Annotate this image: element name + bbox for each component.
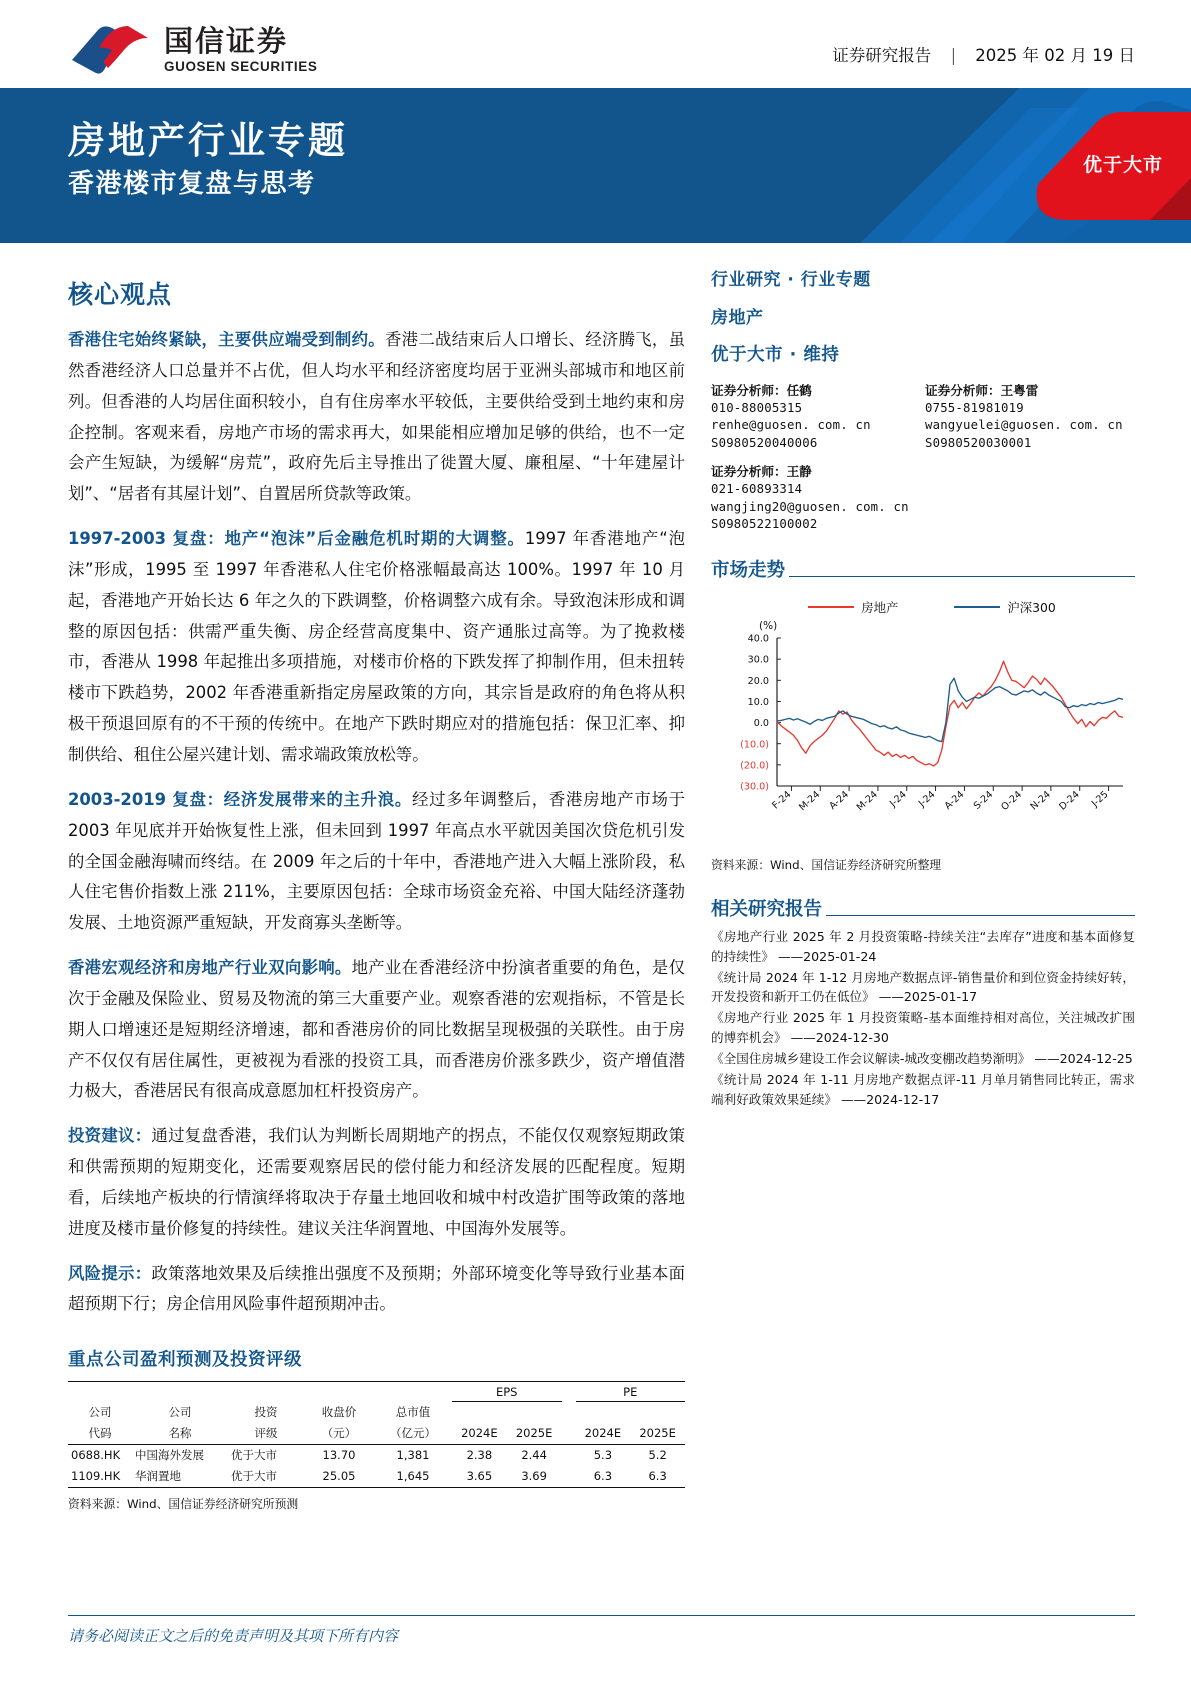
svg-text:J-25: J-25 bbox=[1089, 788, 1111, 810]
market-trend-title: 市场走势 bbox=[711, 559, 786, 581]
cell-code: 0688.HK bbox=[71, 1448, 121, 1463]
report-subtitle: 香港楼市复盘与思考 bbox=[68, 169, 316, 199]
paragraph-body: 地产业在香港经济中扮演者重要的角色，是仅次于金融及保险业、贸易及物流的第三大重要产业。观察香港的宏观指标，不管是长期人口增速还是短期经济增速，都和香港房价的同比数据呈现极强的关联性。由于房产不仅仅有居住属性，更被视为看涨的投资工具，而香港房价涨多跌少，资产增值潜力极大，香港居民有很高成意愿加杠杆投资房产。 bbox=[68, 958, 686, 1101]
paragraph-body: 政策落地效果及后续推出强度不及预期；外部环境变化等导致行业基本面超预期下行；房企信用风险事件超预期冲击。 bbox=[68, 1263, 686, 1314]
svg-text:O-24: O-24 bbox=[999, 788, 1025, 813]
chart-source: 资料来源：Wind、国信证券经济研究所整理 bbox=[711, 857, 942, 872]
legend-label: 房地产 bbox=[861, 599, 899, 615]
analyst-list bbox=[711, 380, 1135, 452]
col-header-price-1: 收盘价 bbox=[321, 1405, 357, 1420]
brand-logo bbox=[68, 20, 317, 76]
chart-legend bbox=[711, 598, 1135, 616]
paragraph-lead: 香港住宅始终紧缺，主要供应端受到制约。 bbox=[68, 330, 385, 349]
svg-text:10.0: 10.0 bbox=[747, 696, 769, 708]
analyst-phone: 010-88005315 bbox=[711, 401, 803, 415]
analyst-license: S0980520030001 bbox=[925, 435, 1032, 450]
footer-disclaimer: 请务必阅读正文之后的免责声明及其项下所有内容 bbox=[68, 1627, 399, 1645]
svg-text:A-24: A-24 bbox=[827, 788, 852, 812]
sidebar-rating-line: 优于大市 · 维持 bbox=[711, 345, 840, 365]
col-header-price-2: （元） bbox=[321, 1426, 357, 1441]
cell-eps-2024e: 3.65 bbox=[466, 1469, 493, 1484]
chart-y-axis-unit: (%) bbox=[759, 619, 778, 632]
table-source: 资料来源：Wind、国信证券经济研究所预测 bbox=[68, 1496, 299, 1511]
cell-price: 13.70 bbox=[322, 1448, 356, 1463]
legend-label: 沪深300 bbox=[1007, 599, 1056, 615]
cell-name: 华润置地 bbox=[135, 1469, 181, 1484]
related-report-item[interactable]: 《全国住房城乡建设工作会议解读-城改变棚改趋势渐明》 ——2024-12-25 bbox=[711, 1051, 1133, 1067]
col-header-rating-2: 评级 bbox=[254, 1426, 278, 1441]
svg-text:(10.0): (10.0) bbox=[740, 739, 769, 751]
cell-eps-2025e: 3.69 bbox=[521, 1469, 547, 1484]
legend-swatch-real-estate bbox=[808, 606, 854, 608]
analyst-email[interactable]: wangyuelei@guosen. com. cn bbox=[925, 418, 1123, 433]
logo-chinese-name: 国信证券 bbox=[164, 23, 289, 58]
related-report-item[interactable]: 《统计局 2024 年 1-12 月房地产数据点评-销售量价和到位资金持续好转，开发投资和新开工仍在低位》 ——2025-01-17 bbox=[711, 969, 1135, 1005]
paragraph bbox=[68, 524, 685, 771]
core-view-heading: 核心观点 bbox=[68, 280, 173, 309]
sub-header-pe-2024e: 2024E bbox=[584, 1426, 622, 1441]
earnings-forecast-table bbox=[68, 1381, 685, 1488]
cell-pe-2025e: 6.3 bbox=[648, 1469, 667, 1484]
legend-swatch-csi300 bbox=[954, 606, 1000, 608]
analyst-card bbox=[711, 380, 911, 452]
analyst-name: 证券分析师：王粤雷 bbox=[925, 383, 1039, 398]
paragraph bbox=[68, 785, 685, 939]
legend-item bbox=[808, 598, 898, 616]
analyst-license: S0980522100002 bbox=[711, 517, 818, 532]
header-meta bbox=[832, 42, 1135, 66]
cell-price: 25.05 bbox=[322, 1469, 356, 1484]
svg-text:30.0: 30.0 bbox=[747, 654, 769, 666]
col-header-code-1: 公司 bbox=[88, 1405, 112, 1420]
paragraph bbox=[68, 1121, 685, 1244]
header-rule bbox=[789, 576, 1135, 577]
sub-header-pe-2025e: 2025E bbox=[639, 1426, 676, 1441]
svg-text:0.0: 0.0 bbox=[753, 717, 769, 729]
document-footer bbox=[0, 1615, 1191, 1646]
rating-badge: 优于大市 bbox=[1082, 154, 1163, 176]
paragraph bbox=[68, 953, 685, 1107]
analyst-license: S0980520040006 bbox=[711, 435, 818, 450]
svg-text:M-24: M-24 bbox=[854, 788, 880, 813]
col-header-name-1: 公司 bbox=[168, 1405, 192, 1420]
cell-eps-2024e: 2.38 bbox=[466, 1448, 493, 1463]
report-title: 房地产行业专题 bbox=[68, 119, 348, 162]
svg-text:N-24: N-24 bbox=[1028, 788, 1053, 813]
footer-rule bbox=[68, 1615, 1135, 1616]
cell-code: 1109.HK bbox=[71, 1469, 121, 1484]
table-row bbox=[68, 1444, 685, 1466]
col-header-rating-1: 投资 bbox=[254, 1405, 278, 1420]
cell-name: 中国海外发展 bbox=[135, 1448, 204, 1463]
report-type-label: 证券研究报告 bbox=[832, 46, 932, 65]
related-report-item[interactable]: 《房地产行业 2025 年 1 月投资策略-基本面维持相对高位，关注城改扩围的博弈机会》 ——2024-12-30 bbox=[711, 1010, 1135, 1046]
paragraph bbox=[68, 1259, 685, 1321]
header-rule bbox=[826, 915, 1135, 916]
svg-text:J-24: J-24 bbox=[887, 788, 909, 810]
paragraph-lead: 香港宏观经济和房地产行业双向影响。 bbox=[68, 958, 352, 978]
svg-text:(20.0): (20.0) bbox=[740, 760, 769, 772]
related-reports-header bbox=[711, 895, 1135, 921]
paragraph-body: 香港二战结束后人口增长、经济腾飞，虽然香港经济人口总量并不占优，但人均水平和经济密度均居于亚洲头部城市和地区前列。但香港的人均居住面积较小，自有住房率水平较低，主要供给受到土地约束和房企控制。客观来看，房地产市场的需求再大，如果能相应增加足够的供给，也不一定会产生短缺，为缓解“房荒”，政府先后主导推出了徙置大厦、廉租屋、“十年建屋计划”、“居者有其屋计划”、自置居所贷款等政策。 bbox=[68, 330, 686, 504]
table-row bbox=[68, 1466, 685, 1488]
market-trend-header bbox=[711, 556, 1135, 582]
analyst-name: 证券分析师：任鹤 bbox=[711, 383, 812, 398]
analyst-name: 证券分析师：王静 bbox=[711, 464, 812, 480]
col-header-mktcap-1: 总市值 bbox=[395, 1405, 431, 1420]
cell-mktcap: 1,645 bbox=[396, 1469, 430, 1484]
analyst-email[interactable]: wangjing20@guosen. com. cn bbox=[711, 499, 909, 514]
guosen-logo-icon bbox=[68, 20, 154, 76]
cell-rating: 优于大市 bbox=[231, 1448, 277, 1463]
table-header-row-1 bbox=[68, 1402, 685, 1423]
analyst-phone: 0755-81981019 bbox=[925, 401, 1024, 415]
svg-text:S-24: S-24 bbox=[971, 788, 996, 812]
cell-pe-2024e: 6.3 bbox=[593, 1469, 613, 1484]
svg-text:D-24: D-24 bbox=[1057, 788, 1082, 813]
related-report-item[interactable]: 《统计局 2024 年 1-11 月房地产数据点评-11 月单月销售同比转正，需求端利好政策效果延续》 ——2024-12-17 bbox=[711, 1071, 1135, 1107]
col-header-name-2: 名称 bbox=[168, 1426, 192, 1441]
svg-text:J-24: J-24 bbox=[916, 788, 938, 810]
sidebar-research-line: 行业研究 · 行业专题 bbox=[711, 270, 871, 290]
svg-text:M-24: M-24 bbox=[797, 788, 823, 813]
table-header-row-2 bbox=[68, 1423, 685, 1445]
sidebar-industry: 房地产 bbox=[711, 308, 764, 328]
paragraph-body: 1997 年香港地产“泡沫”形成，1995 至 1997 年香港私人住宅价格涨幅最高达 100%。1997 年 10 月起，香港地产开始长达 6 年之久的下跌调整，价格调整六成有余。导致泡沫形成和调整的原因包括：供需严重失衡、房企经营高度集中、资产通胀过高等。为了挽救楼市，香港从 1998 年起推出多项措施，对楼市价格的下跌发挥了抑制作用，但未扭转楼市下跌趋势，2002 年香港重新指定房屋政策的方向，其宗旨是政府的角色将从积极干预退回原有的不干预的传统中。在地产下跌时期应对的措施包括：保卫汇率、抑制供给、租住公屋兴建计划、需求端政策放松等。 bbox=[68, 529, 685, 764]
sub-header-eps-2025e: 2025E bbox=[515, 1426, 553, 1441]
legend-item bbox=[954, 598, 1055, 616]
cell-pe-2024e: 5.3 bbox=[593, 1448, 613, 1463]
paragraph-body: 通过复盘香港，我们认为判断长周期地产的拐点，不能仅仅观察短期政策和供需预期的短期变化，还需要观察居民的偿付能力和经济发展的匹配程度。短期看，后续地产板块的行情演绎将取决于存量土地回收和城中村改造扩围等政策的落地进度及楼市量价修复的持续性。建议关注华润置地、中国海外发展等。 bbox=[68, 1126, 686, 1238]
col-header-code-2: 代码 bbox=[88, 1426, 112, 1441]
main-column bbox=[68, 265, 703, 1512]
paragraph-body: 经过多年调整后，香港房地产市场于 2003 年见底并开始恢复性上涨，但未回到 1997 年高点水平就因美国次贷危机引发的全国金融海啸而终结。在 2009 年之后的十年中，香港地产进入大幅上涨阶段，私人住宅售价指数上涨 211%，主要原因包括：全球市场资金充裕、中国大陆经济蓬勃发展、土地资源严重短缺，开发商寡头垄断等。 bbox=[68, 789, 685, 933]
group-header-pe: PE bbox=[576, 1382, 686, 1402]
paragraph-lead: 风险提示： bbox=[68, 1263, 152, 1283]
sub-header-eps-2024e: 2024E bbox=[461, 1426, 498, 1441]
related-reports-list bbox=[711, 927, 1135, 1110]
svg-text:A-24: A-24 bbox=[942, 788, 967, 812]
logo-english-name: GUOSEN SECURITIES bbox=[164, 59, 318, 74]
svg-text:20.0: 20.0 bbox=[747, 675, 769, 687]
svg-text:F-24: F-24 bbox=[770, 788, 794, 812]
cell-pe-2025e: 5.2 bbox=[648, 1448, 667, 1463]
title-banner bbox=[0, 88, 1191, 243]
analyst-card bbox=[925, 380, 1125, 452]
col-header-mktcap-2: （亿元） bbox=[390, 1426, 436, 1441]
table-group-header-row bbox=[68, 1382, 685, 1402]
cell-eps-2025e: 2.44 bbox=[521, 1448, 547, 1463]
svg-text:40.0: 40.0 bbox=[747, 633, 769, 645]
document-header bbox=[0, 0, 1191, 88]
header-divider: | bbox=[950, 46, 957, 65]
related-report-item[interactable]: 《房地产行业 2025 年 2 月投资策略-持续关注“去库存”进度和基本面修复的持续性》 ——2025-01-24 bbox=[711, 928, 1135, 964]
analyst-email[interactable]: renhe@guosen. com. cn bbox=[711, 418, 871, 433]
paragraph-lead: 投资建议： bbox=[68, 1126, 152, 1146]
fin-table-heading: 重点公司盈利预测及投资评级 bbox=[68, 1350, 302, 1371]
svg-text:(30.0): (30.0) bbox=[740, 781, 769, 793]
chart-plot-area bbox=[711, 632, 1135, 844]
paragraph bbox=[68, 325, 685, 510]
market-trend-chart bbox=[711, 598, 1135, 849]
cell-rating: 优于大市 bbox=[231, 1469, 277, 1484]
paragraph-lead: 1997-2003 复盘：地产“泡沫”后金融危机时期的大调整。 bbox=[68, 529, 525, 549]
related-reports-title: 相关研究报告 bbox=[711, 898, 823, 920]
report-date: 2025 年 02 月 19 日 bbox=[975, 46, 1135, 65]
sidebar-column bbox=[703, 265, 1135, 1512]
cell-mktcap: 1,381 bbox=[396, 1448, 430, 1463]
group-header-eps: EPS bbox=[452, 1382, 562, 1402]
paragraph-lead: 2003-2019 复盘：经济发展带来的主升浪。 bbox=[68, 789, 412, 809]
analyst-phone: 021-60893314 bbox=[711, 482, 803, 497]
analyst-card bbox=[711, 461, 911, 533]
